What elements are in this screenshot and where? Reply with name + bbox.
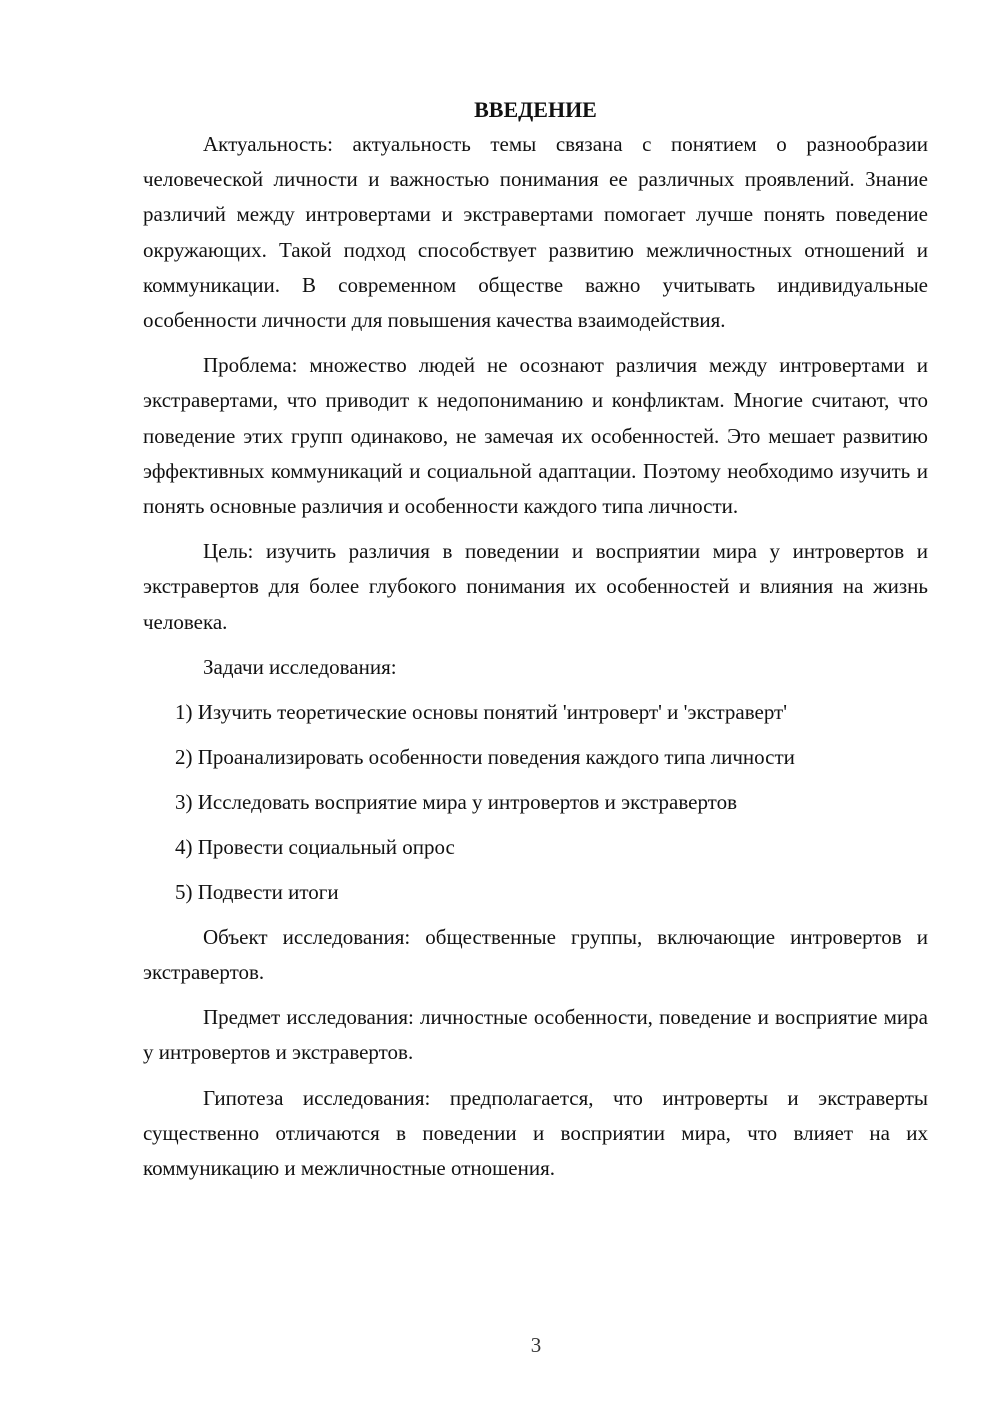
task-item: 2) Проанализировать особенности поведения каждого типа личности [175, 744, 795, 769]
page-title: ВВЕДЕНИЕ [474, 97, 597, 122]
relevance-paragraph: Актуальность: актуальность темы связана с понятием о разнообразии человеческой личности и важностью понимания ее различных проявлений. Знание различий между интровертами и экстравертами помогает лучше понять поведение окружающих. Такой подход способствует развитию межличностных отношений и коммуникации. В современном обществе важно учитывать индивидуальные особенности личности для повышения качества взаимодействия. [143, 132, 928, 333]
task-item: 3) Исследовать восприятие мира у интровертов и экстравертов [175, 789, 737, 814]
problem-paragraph: Проблема: множество людей не осознают различия между интровертами и экстравертами, что приводит к недопониманию и конфликтам. Многие считают, что поведение этих групп одинаково, не замечая их особенностей. Это мешает развитию эффективных коммуникаций и социальной адаптации. Поэтому необходимо изучить и понять основные различия и особенности каждого типа личности. [143, 353, 928, 519]
task-item: 1) Изучить теоретические основы понятий 'интроверт' и 'экстраверт' [175, 699, 788, 724]
goal-paragraph: Цель: изучить различия в поведении и восприятии мира у интровертов и экстравертов для более глубокого понимания их особенностей и влияния на жизнь человека. [143, 539, 928, 634]
object-paragraph: Объект исследования: общественные группы, включающие интровертов и экстравертов. [143, 924, 928, 985]
tasks-heading: Задачи исследования: [203, 654, 397, 679]
page-number: 3 [530, 1333, 542, 1357]
hypothesis-paragraph: Гипотеза исследования: предполагается, что интроверты и экстраверты существенно отличаются в поведении и восприятии мира, что влияет на их коммуникацию и межличностные отношения. [143, 1085, 928, 1181]
tasks-list [143, 695, 928, 910]
task-item: 5) Подвести итоги [175, 879, 339, 904]
subject-paragraph: Предмет исследования: личностные особенности, поведение и восприятие мира у интровертов и экстравертов. [143, 1005, 928, 1065]
document-page [143, 92, 928, 1196]
task-item: 4) Провести социальный опрос [175, 834, 455, 859]
